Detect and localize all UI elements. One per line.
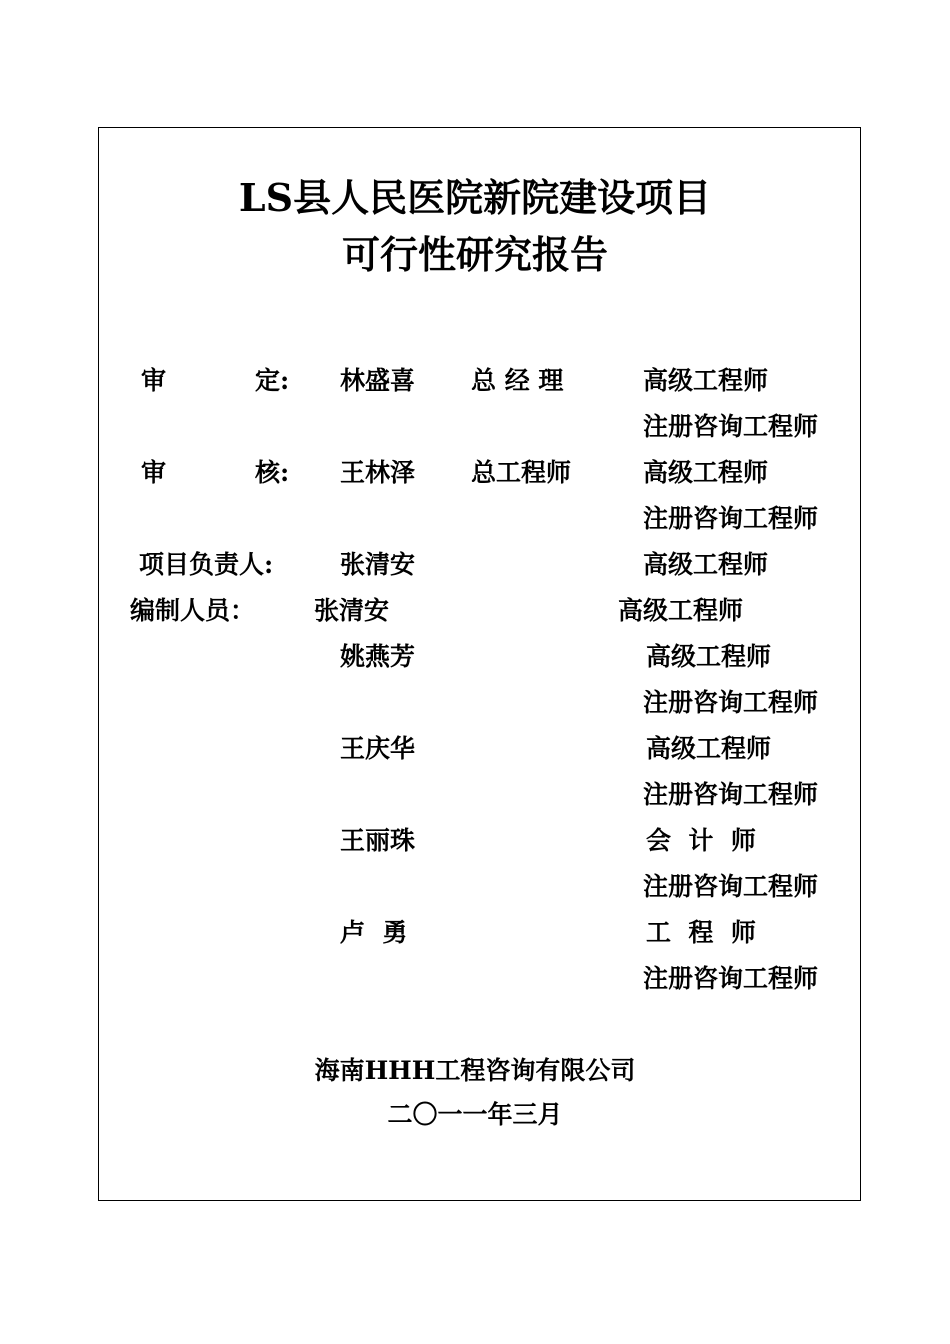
- review-title-2: 注册咨询工程师: [643, 504, 819, 533]
- company-name: 海南HHH工程咨询有限公司: [314, 1056, 636, 1085]
- compiler-title: 高级工程师: [646, 642, 772, 671]
- review-name: 王林泽: [340, 458, 416, 487]
- compiler-title: 注册咨询工程师: [643, 688, 819, 717]
- review-title-1: 高级工程师: [643, 458, 769, 487]
- report-title-line2: 可行性研究报告: [341, 232, 608, 277]
- report-date: 二〇一一年三月: [387, 1100, 563, 1129]
- approval-name: 林盛喜: [340, 366, 416, 395]
- review-position: 总工程师: [471, 458, 572, 487]
- approval-title-2: 注册咨询工程师: [643, 412, 819, 441]
- project-lead-title: 高级工程师: [643, 550, 769, 579]
- approval-position: 总 经 理: [471, 366, 564, 395]
- review-label-b: 核:: [255, 458, 290, 487]
- compiler-title: 注册咨询工程师: [643, 780, 819, 809]
- compilers-label: 编制人员：: [130, 596, 256, 625]
- approval-label-a: 审: [141, 366, 167, 395]
- compiler-name: 王庆华: [340, 734, 416, 763]
- review-label-a: 审: [141, 458, 167, 487]
- compiler-title: 会 计 师: [646, 826, 756, 855]
- compiler-name: 卢 勇: [340, 918, 408, 947]
- compiler-title: 工 程 师: [646, 918, 756, 947]
- compiler-name: 王丽珠: [340, 826, 416, 855]
- compiler-title: 注册咨询工程师: [643, 964, 819, 993]
- project-lead-label: 项目负责人:: [139, 550, 274, 579]
- approval-label-b: 定:: [255, 366, 290, 395]
- report-title-line1: LS县人民医院新院建设项目: [238, 175, 712, 220]
- compiler-title: 高级工程师: [646, 734, 772, 763]
- compiler-name: 姚燕芳: [340, 642, 416, 671]
- approval-title-1: 高级工程师: [643, 366, 769, 395]
- compiler-title: 注册咨询工程师: [643, 872, 819, 901]
- project-lead-name: 张清安: [340, 550, 416, 579]
- compiler-name: 张清安: [314, 596, 390, 625]
- compiler-title: 高级工程师: [618, 596, 744, 625]
